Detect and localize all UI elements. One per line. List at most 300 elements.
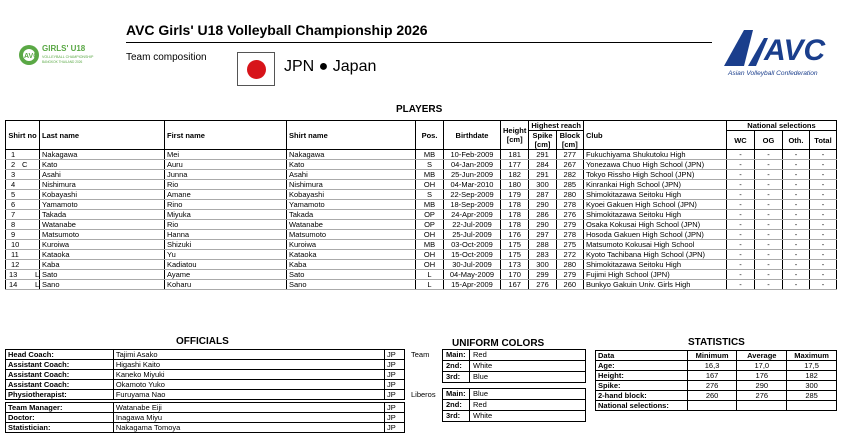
statistics-title: STATISTICS [688, 337, 745, 348]
player-og: - [754, 200, 782, 210]
player-birthdate: 18-Sep-2009 [444, 200, 501, 210]
player-block: 278 [556, 230, 583, 240]
player-wc: - [726, 170, 754, 180]
player-position: OP [416, 220, 444, 230]
player-og: - [754, 180, 782, 190]
player-spike: 297 [529, 230, 556, 240]
official-name: Nakagama Tomoya [113, 423, 384, 433]
player-first-name: Miyuka [165, 210, 287, 220]
player-row [6, 160, 837, 170]
player-wc: - [726, 230, 754, 240]
player-block: 275 [556, 240, 583, 250]
player-number: 14 [9, 280, 18, 289]
stats-label: 2-hand block: [596, 391, 688, 401]
player-block: 278 [556, 200, 583, 210]
player-height: 175 [501, 250, 529, 260]
player-spike: 291 [529, 150, 556, 160]
player-row [6, 190, 837, 200]
player-og: - [754, 190, 782, 200]
player-club: Tokyo Rissho High School (JPN) [583, 170, 726, 180]
official-name: Inagawa Miyu [113, 413, 384, 423]
header-shirt-no: Shirt no [6, 121, 40, 150]
player-row [6, 250, 837, 260]
player-block: 260 [556, 280, 583, 290]
player-spike: 291 [529, 170, 556, 180]
player-oth: - [782, 260, 809, 270]
player-club: Hosoda Gakuen High School (JPN) [583, 230, 726, 240]
stats-row [596, 391, 837, 401]
player-wc: - [726, 160, 754, 170]
official-country: JP [385, 413, 405, 423]
player-total: - [809, 160, 836, 170]
uniform-color-row [443, 389, 586, 400]
player-last-name: Kataoka [40, 250, 165, 260]
player-shirt-name: Asahi [287, 170, 416, 180]
stats-avg: 17,0 [737, 361, 787, 371]
player-row [6, 240, 837, 250]
player-last-name: Kuroiwa [40, 240, 165, 250]
player-wc: - [726, 250, 754, 260]
stats-max: 300 [787, 381, 837, 391]
player-height: 178 [501, 210, 529, 220]
player-position: OH [416, 250, 444, 260]
player-birthdate: 22-Jul-2009 [444, 220, 501, 230]
official-row [6, 413, 405, 423]
player-club: Fukuchiyama Shukutoku High [583, 150, 726, 160]
players-table [5, 120, 837, 290]
player-og: - [754, 240, 782, 250]
player-last-name: Sano [40, 280, 165, 290]
stats-header-data: Data [596, 351, 688, 361]
player-total: - [809, 170, 836, 180]
player-first-name: Mei [165, 150, 287, 160]
player-number: 12 [11, 260, 20, 269]
uniform-team-label: Team [411, 350, 430, 359]
player-spike: 284 [529, 160, 556, 170]
page-title: AVC Girls' U18 Volleyball Championship 2026 [126, 22, 428, 38]
player-club: Matsumoto Kokusai High School [583, 240, 726, 250]
player-block: 282 [556, 170, 583, 180]
player-total: - [809, 280, 836, 290]
player-shirt-name: Watanabe [287, 220, 416, 230]
player-row [6, 260, 837, 270]
stats-min: 167 [687, 371, 737, 381]
player-shirt-no [6, 200, 40, 210]
avc-logo-caption: Asian Volleyball Confederation [728, 70, 818, 77]
header-spike: Spike [cm] [529, 131, 556, 150]
player-shirt-no [6, 160, 40, 170]
player-height: 178 [501, 220, 529, 230]
player-oth: - [782, 190, 809, 200]
player-first-name: Auru [165, 160, 287, 170]
player-first-name: Ayame [165, 270, 287, 280]
official-role: Assistant Coach: [6, 360, 114, 370]
player-position: S [416, 160, 444, 170]
stats-header-avg: Average [737, 351, 787, 361]
player-spike: 299 [529, 270, 556, 280]
header-first-name: First name [165, 121, 287, 150]
header-club: Club [583, 121, 726, 150]
uniform-color-value: Blue [470, 389, 586, 400]
player-birthdate: 24-Apr-2009 [444, 210, 501, 220]
player-total: - [809, 250, 836, 260]
player-position: MB [416, 150, 444, 160]
stats-header-min: Minimum [687, 351, 737, 361]
event-logo-line2: VOLLEYBALL CHAMPIONSHIP [42, 55, 94, 59]
player-number: 3 [11, 170, 16, 179]
stats-min: 16,3 [687, 361, 737, 371]
player-total: - [809, 150, 836, 160]
official-name: Furuyama Nao [113, 390, 384, 400]
player-shirt-no [6, 260, 40, 270]
player-shirt-no [6, 280, 40, 290]
player-birthdate: 22-Sep-2009 [444, 190, 501, 200]
player-block: 272 [556, 250, 583, 260]
player-number: 11 [11, 250, 19, 259]
player-total: - [809, 240, 836, 250]
officials-table [5, 349, 405, 433]
player-total: - [809, 180, 836, 190]
stats-row [596, 371, 837, 381]
event-logo-badge: AVC [24, 53, 39, 60]
player-og: - [754, 210, 782, 220]
player-og: - [754, 220, 782, 230]
header-pos: Pos. [416, 121, 444, 150]
uniform-color-row [443, 350, 586, 361]
event-logo-line1: GIRLS' U18 [42, 44, 86, 53]
player-row [6, 210, 837, 220]
player-birthdate: 03-Oct-2009 [444, 240, 501, 250]
player-shirt-name: Sano [287, 280, 416, 290]
uniform-title: UNIFORM COLORS [452, 338, 545, 349]
player-position: MB [416, 170, 444, 180]
official-country: JP [385, 423, 405, 433]
player-shirt-name: Nishimura [287, 180, 416, 190]
uniform-color-label: Main: [443, 350, 470, 361]
stats-header-max: Maximum [787, 351, 837, 361]
player-first-name: Rino [165, 200, 287, 210]
player-wc: - [726, 240, 754, 250]
player-og: - [754, 250, 782, 260]
player-shirt-no [6, 220, 40, 230]
stats-min: 260 [687, 391, 737, 401]
player-row [6, 170, 837, 180]
player-number: 2 [11, 160, 16, 169]
player-number: 1 [11, 150, 16, 159]
title-divider [126, 42, 712, 43]
player-shirt-name: Kataoka [287, 250, 416, 260]
player-block: 279 [556, 220, 583, 230]
player-og: - [754, 270, 782, 280]
player-row [6, 200, 837, 210]
player-block: 277 [556, 150, 583, 160]
player-row [6, 150, 837, 160]
player-role-mark: C [22, 160, 28, 169]
player-birthdate: 30-Jul-2009 [444, 260, 501, 270]
official-country: JP [385, 370, 405, 380]
player-block: 267 [556, 160, 583, 170]
header-shirt-name: Shirt name [287, 121, 416, 150]
player-first-name: Rio [165, 220, 287, 230]
player-shirt-no [6, 180, 40, 190]
player-shirt-no [6, 270, 40, 280]
player-wc: - [726, 260, 754, 270]
player-row [6, 220, 837, 230]
player-total: - [809, 210, 836, 220]
official-row [6, 423, 405, 433]
player-position: MB [416, 200, 444, 210]
player-last-name: Watanabe [40, 220, 165, 230]
player-number: 8 [11, 220, 16, 229]
player-number: 13 [9, 270, 18, 279]
player-total: - [809, 270, 836, 280]
player-block: 280 [556, 260, 583, 270]
player-total: - [809, 230, 836, 240]
player-last-name: Sato [40, 270, 165, 280]
player-oth: - [782, 250, 809, 260]
player-height: 176 [501, 230, 529, 240]
official-role: Physiotherapist: [6, 390, 114, 400]
player-first-name: Junna [165, 170, 287, 180]
official-country: JP [385, 403, 405, 413]
player-height: 180 [501, 180, 529, 190]
player-og: - [754, 230, 782, 240]
player-height: 178 [501, 200, 529, 210]
player-number: 6 [11, 200, 16, 209]
header-highest-reach: Highest reach [529, 121, 584, 131]
player-club: Kyoto Tachibana High School (JPN) [583, 250, 726, 260]
player-first-name: Shizuki [165, 240, 287, 250]
uniform-color-label: 2nd: [443, 400, 470, 411]
player-position: L [416, 270, 444, 280]
player-last-name: Matsumoto [40, 230, 165, 240]
player-wc: - [726, 180, 754, 190]
japan-flag-icon [237, 52, 275, 86]
official-row [6, 390, 405, 400]
uniform-liberos-table [442, 388, 586, 422]
player-shirt-no [6, 170, 40, 180]
player-shirt-name: Kato [287, 160, 416, 170]
player-number: 5 [11, 190, 16, 199]
player-spike: 286 [529, 210, 556, 220]
player-birthdate: 15-Apr-2009 [444, 280, 501, 290]
official-role: Assistant Coach: [6, 380, 114, 390]
player-club: Kyoei Gakuen High School (JPN) [583, 200, 726, 210]
player-shirt-no [6, 190, 40, 200]
player-wc: - [726, 190, 754, 200]
player-og: - [754, 170, 782, 180]
player-height: 179 [501, 190, 529, 200]
uniform-color-label: Main: [443, 389, 470, 400]
player-wc: - [726, 220, 754, 230]
player-club: Yonezawa Chuo High School (JPN) [583, 160, 726, 170]
player-first-name: Amane [165, 190, 287, 200]
event-logo [18, 40, 104, 70]
player-position: L [416, 280, 444, 290]
official-country: JP [385, 380, 405, 390]
uniform-color-value: White [470, 411, 586, 422]
player-last-name: Kobayashi [40, 190, 165, 200]
player-og: - [754, 160, 782, 170]
player-height: 170 [501, 270, 529, 280]
player-last-name: Yamamoto [40, 200, 165, 210]
uniform-color-label: 3rd: [443, 411, 470, 422]
player-spike: 290 [529, 200, 556, 210]
player-oth: - [782, 270, 809, 280]
uniform-liberos-label: Liberos [411, 390, 436, 399]
player-birthdate: 04-Jan-2009 [444, 160, 501, 170]
player-shirt-no [6, 250, 40, 260]
player-club: Fujimi High School (JPN) [583, 270, 726, 280]
player-row [6, 230, 837, 240]
player-number: 4 [11, 180, 16, 189]
player-birthdate: 04-Mar-2010 [444, 180, 501, 190]
official-row [6, 380, 405, 390]
player-og: - [754, 150, 782, 160]
player-shirt-name: Nakagawa [287, 150, 416, 160]
player-club: Shimokitazawa Seitoku High [583, 260, 726, 270]
player-oth: - [782, 210, 809, 220]
official-country: JP [385, 360, 405, 370]
header-national-selections: National selections [726, 121, 836, 131]
player-block: 285 [556, 180, 583, 190]
uniform-color-label: 3rd: [443, 372, 470, 383]
player-spike: 290 [529, 220, 556, 230]
player-first-name: Hanna [165, 230, 287, 240]
country-name: JPN ● Japan [284, 58, 377, 75]
player-number: 9 [11, 230, 16, 239]
player-shirt-name: Sato [287, 270, 416, 280]
player-height: 181 [501, 150, 529, 160]
header-block: Block [cm] [556, 131, 583, 150]
header-birthdate: Birthdate [444, 121, 501, 150]
stats-max: 285 [787, 391, 837, 401]
stats-avg: 290 [737, 381, 787, 391]
player-total: - [809, 200, 836, 210]
player-oth: - [782, 200, 809, 210]
player-oth: - [782, 230, 809, 240]
avc-logo-mark: AVC [764, 34, 826, 67]
header-og: OG [754, 131, 782, 150]
stats-avg: 276 [737, 391, 787, 401]
player-last-name: Nishimura [40, 180, 165, 190]
player-shirt-no [6, 230, 40, 240]
player-number: 7 [11, 210, 16, 219]
stats-label: Age: [596, 361, 688, 371]
player-oth: - [782, 280, 809, 290]
player-total: - [809, 190, 836, 200]
official-row [6, 360, 405, 370]
stats-max [787, 401, 837, 411]
player-spike: 288 [529, 240, 556, 250]
player-shirt-name: Kuroiwa [287, 240, 416, 250]
player-shirt-name: Kaba [287, 260, 416, 270]
player-wc: - [726, 280, 754, 290]
player-row [6, 270, 837, 280]
header-height: Height [cm] [501, 121, 529, 150]
player-shirt-no [6, 150, 40, 160]
player-club: Shimokitazawa Seitoku High [583, 190, 726, 200]
player-first-name: Rio [165, 180, 287, 190]
stats-avg [737, 401, 787, 411]
official-name: Watanabe Eiji [113, 403, 384, 413]
uniform-color-row [443, 411, 586, 422]
player-spike: 287 [529, 190, 556, 200]
official-row [6, 350, 405, 360]
player-shirt-name: Matsumoto [287, 230, 416, 240]
player-total: - [809, 260, 836, 270]
official-role: Statistician: [6, 423, 114, 433]
player-spike: 300 [529, 260, 556, 270]
player-role-mark: L [35, 280, 40, 289]
official-name: Tajimi Asako [113, 350, 384, 360]
player-shirt-no [6, 210, 40, 220]
player-number: 10 [11, 240, 20, 249]
stats-min: 276 [687, 381, 737, 391]
player-birthdate: 10-Feb-2009 [444, 150, 501, 160]
stats-avg: 176 [737, 371, 787, 381]
player-position: OH [416, 180, 444, 190]
player-height: 167 [501, 280, 529, 290]
avc-logo [720, 26, 830, 78]
official-role: Head Coach: [6, 350, 114, 360]
player-wc: - [726, 150, 754, 160]
player-block: 279 [556, 270, 583, 280]
player-last-name: Asahi [40, 170, 165, 180]
official-name: Okamoto Yuko [113, 380, 384, 390]
player-birthdate: 15-Oct-2009 [444, 250, 501, 260]
official-country: JP [385, 390, 405, 400]
stats-max: 182 [787, 371, 837, 381]
player-last-name: Nakagawa [40, 150, 165, 160]
player-total: - [809, 220, 836, 230]
player-spike: 300 [529, 180, 556, 190]
player-first-name: Koharu [165, 280, 287, 290]
player-birthdate: 25-Jul-2009 [444, 230, 501, 240]
players-title: PLAYERS [396, 104, 443, 115]
stats-row [596, 401, 837, 411]
player-oth: - [782, 240, 809, 250]
player-spike: 276 [529, 280, 556, 290]
player-shirt-no [6, 240, 40, 250]
player-position: OP [416, 210, 444, 220]
player-oth: - [782, 180, 809, 190]
statistics-table [595, 350, 837, 411]
player-shirt-name: Kobayashi [287, 190, 416, 200]
player-role-mark: L [35, 270, 40, 279]
player-club: Osaka Kokusai High School (JPN) [583, 220, 726, 230]
stats-row [596, 381, 837, 391]
player-oth: - [782, 150, 809, 160]
official-name: Kaneko Miyuki [113, 370, 384, 380]
uniform-color-value: White [470, 361, 586, 372]
player-position: OH [416, 230, 444, 240]
page-subtitle: Team composition [126, 52, 207, 63]
official-role: Team Manager: [6, 403, 114, 413]
player-birthdate: 25-Jun-2009 [444, 170, 501, 180]
player-row [6, 180, 837, 190]
stats-label: National selections: [596, 401, 688, 411]
uniform-color-value: Red [470, 400, 586, 411]
player-block: 276 [556, 210, 583, 220]
player-club: Kinrankai High School (JPN) [583, 180, 726, 190]
stats-max: 17,5 [787, 361, 837, 371]
official-row [6, 403, 405, 413]
player-first-name: Kadiatou [165, 260, 287, 270]
player-og: - [754, 280, 782, 290]
player-height: 182 [501, 170, 529, 180]
official-role: Assistant Coach: [6, 370, 114, 380]
